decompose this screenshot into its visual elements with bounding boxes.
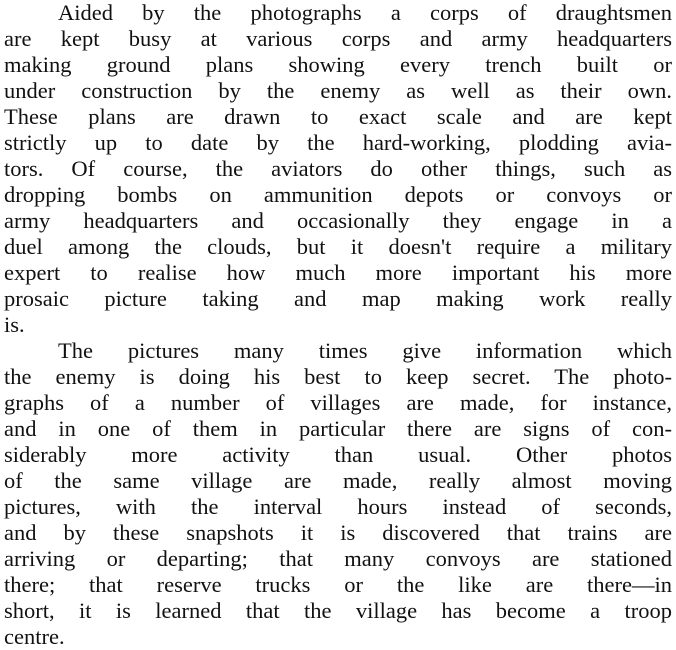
text-line: centre. <box>4 624 65 649</box>
paragraph-1 <box>4 0 672 338</box>
text-line: siderably more activity than usual. Other photos <box>4 442 672 467</box>
paragraph-2 <box>4 338 672 650</box>
text-line: of the same village are made, really almost moving <box>4 468 672 493</box>
text-line: expert to realise how much more important his more <box>4 260 672 285</box>
text-line: duel among the clouds, but it doesn't require a military <box>4 234 672 259</box>
text-line: prosaic picture taking and map making work really <box>4 286 672 311</box>
text-line: short, it is learned that the village has become a troop <box>4 598 672 623</box>
text-line: are kept busy at various corps and army headquarters <box>4 26 672 51</box>
text-line: army headquarters and occasionally they engage in a <box>4 208 672 233</box>
text-line: tors. Of course, the aviators do other things, such as <box>4 156 672 181</box>
text-line: dropping bombs on ammunition depots or convoys or <box>4 182 672 207</box>
text-line: is. <box>4 312 25 337</box>
text-line: arriving or departing; that many convoys are stationed <box>4 546 672 571</box>
text-line: strictly up to date by the hard-working, plodding avia- <box>4 130 672 155</box>
text-line: pictures, with the interval hours instead of seconds, <box>4 494 672 519</box>
text-line: Aided by the photographs a corps of draughtsmen <box>58 0 672 25</box>
text-line: The pictures many times give information which <box>58 338 672 363</box>
text-line: and by these snapshots it is discovered that trains are <box>4 520 672 545</box>
text-line: under construction by the enemy as well as their own. <box>4 78 672 103</box>
text-line: making ground plans showing every trench built or <box>4 52 672 77</box>
text-line: the enemy is doing his best to keep secret. The photo- <box>4 364 672 389</box>
text-line: These plans are drawn to exact scale and are kept <box>4 104 672 129</box>
text-line: graphs of a number of villages are made, for instance, <box>4 390 672 415</box>
text-line: there; that reserve trucks or the like are there—in <box>4 572 672 597</box>
text-line: and in one of them in particular there are signs of con- <box>4 416 672 441</box>
